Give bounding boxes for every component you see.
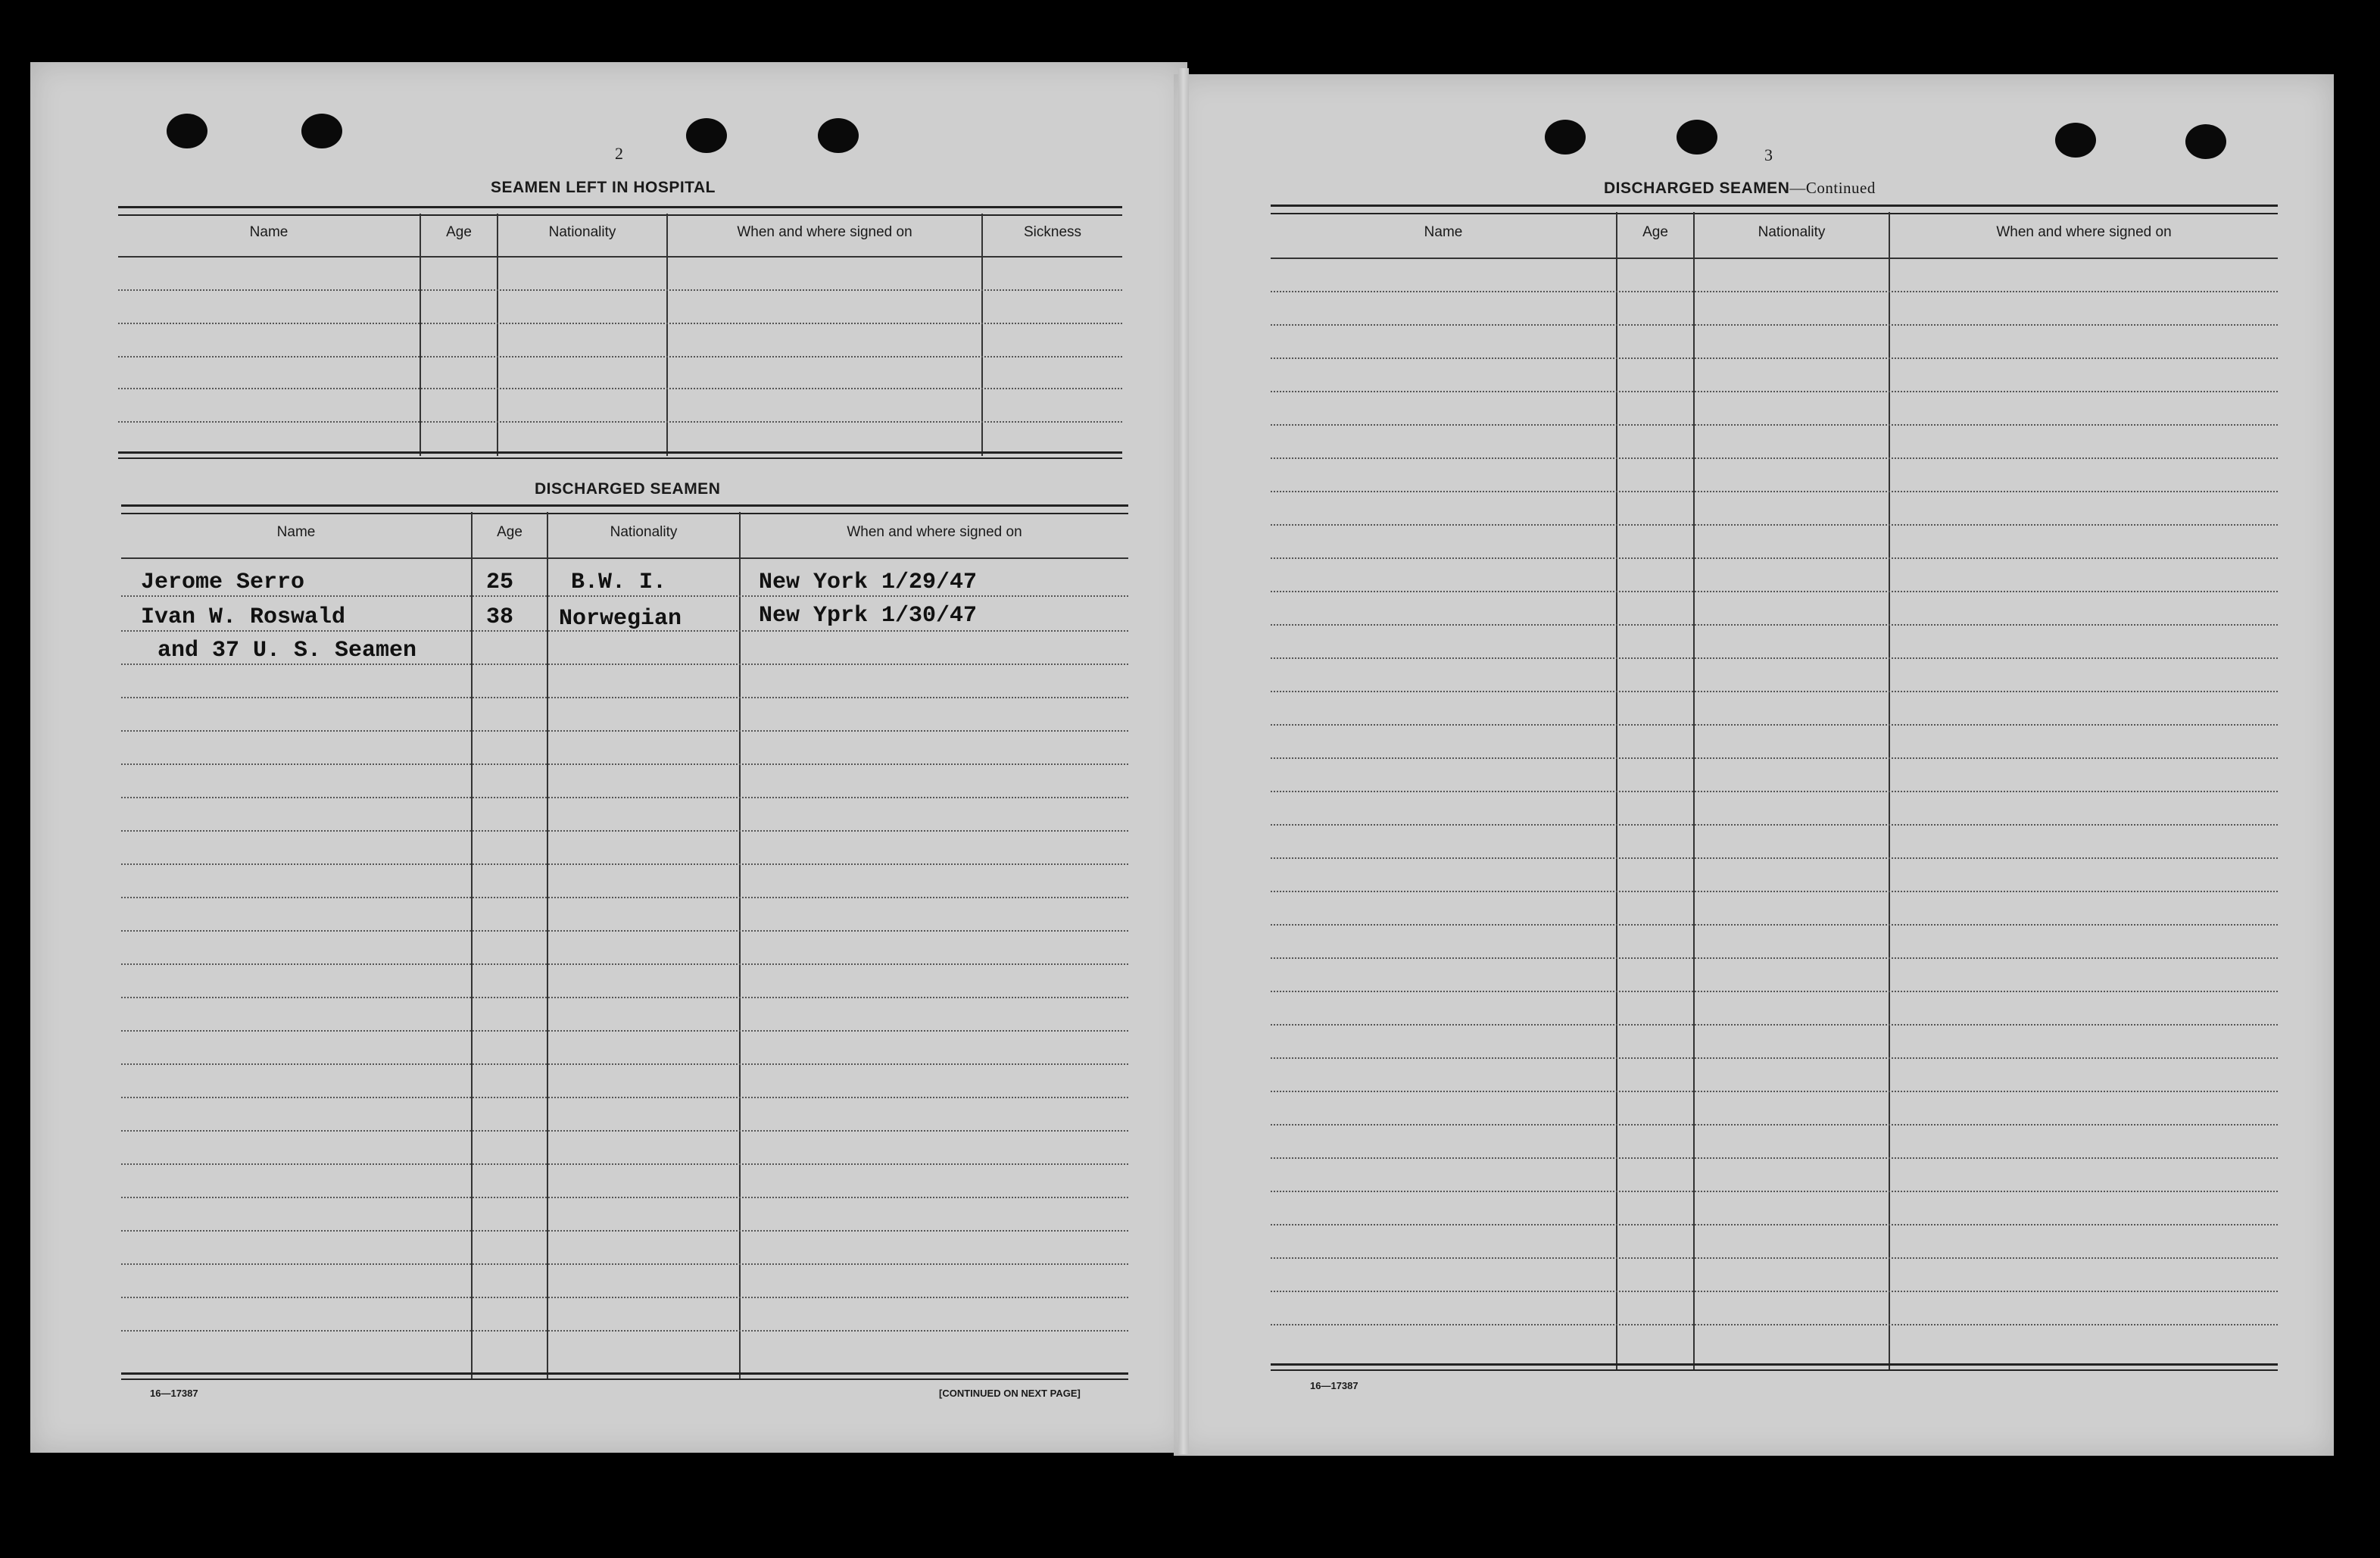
column-header-name: Name <box>1424 224 1463 240</box>
hospital-section-title: SEAMEN LEFT IN HOSPITAL <box>491 179 716 196</box>
punch-hole <box>1545 120 1586 155</box>
section-title-suffix: —Continued <box>1789 179 1876 197</box>
column-header-signed-on: When and where signed on <box>847 524 1022 540</box>
entry-age: 38 <box>486 604 514 630</box>
entry-age: 25 <box>486 570 514 595</box>
column-header-nationality: Nationality <box>610 524 678 540</box>
form-number: 16—17387 <box>150 1388 198 1399</box>
discharged-section-title: DISCHARGED SEAMEN <box>535 480 721 498</box>
column-header-age: Age <box>497 524 522 540</box>
column-header-age: Age <box>446 224 472 240</box>
column-header-name: Name <box>276 524 316 540</box>
continued-note: [CONTINUED ON NEXT PAGE] <box>939 1388 1081 1399</box>
discharged-table <box>121 504 1128 1380</box>
entry-signed-on: New Yprk 1/30/47 <box>759 603 978 629</box>
punch-hole <box>818 118 859 153</box>
punch-hole <box>1677 120 1717 155</box>
page-number: 2 <box>615 144 623 163</box>
page-number: 3 <box>1764 145 1773 164</box>
page-fold <box>1178 68 1189 1454</box>
entry-nationality: B.W. I. <box>571 570 667 595</box>
entry-name: and 37 U. S. Seamen <box>158 638 417 663</box>
entry-signed-on: New York 1/29/47 <box>759 570 978 595</box>
column-header-nationality: Nationality <box>1758 224 1826 240</box>
punch-hole <box>686 118 727 153</box>
column-header-nationality: Nationality <box>548 224 616 240</box>
column-header-signed-on: When and where signed on <box>1996 224 2172 240</box>
entry-name: Jerome Serro <box>141 570 305 595</box>
punch-hole <box>167 114 207 148</box>
punch-hole <box>301 114 342 148</box>
column-header-name: Name <box>249 224 289 240</box>
column-header-sickness: Sickness <box>1023 224 1082 240</box>
section-title-text: DISCHARGED SEAMEN <box>1604 180 1790 197</box>
column-header-age: Age <box>1642 224 1668 240</box>
entry-nationality: Norwegian <box>559 606 682 632</box>
hospital-table <box>118 206 1122 457</box>
punch-hole <box>2185 124 2226 159</box>
discharged-continued-title <box>1604 179 1876 198</box>
entry-name: Ivan W. Roswald <box>141 604 346 630</box>
column-header-signed-on: When and where signed on <box>737 224 912 240</box>
punch-hole <box>2055 123 2096 158</box>
discharged-continued-table <box>1271 205 2278 1371</box>
form-number: 16—17387 <box>1310 1380 1358 1391</box>
